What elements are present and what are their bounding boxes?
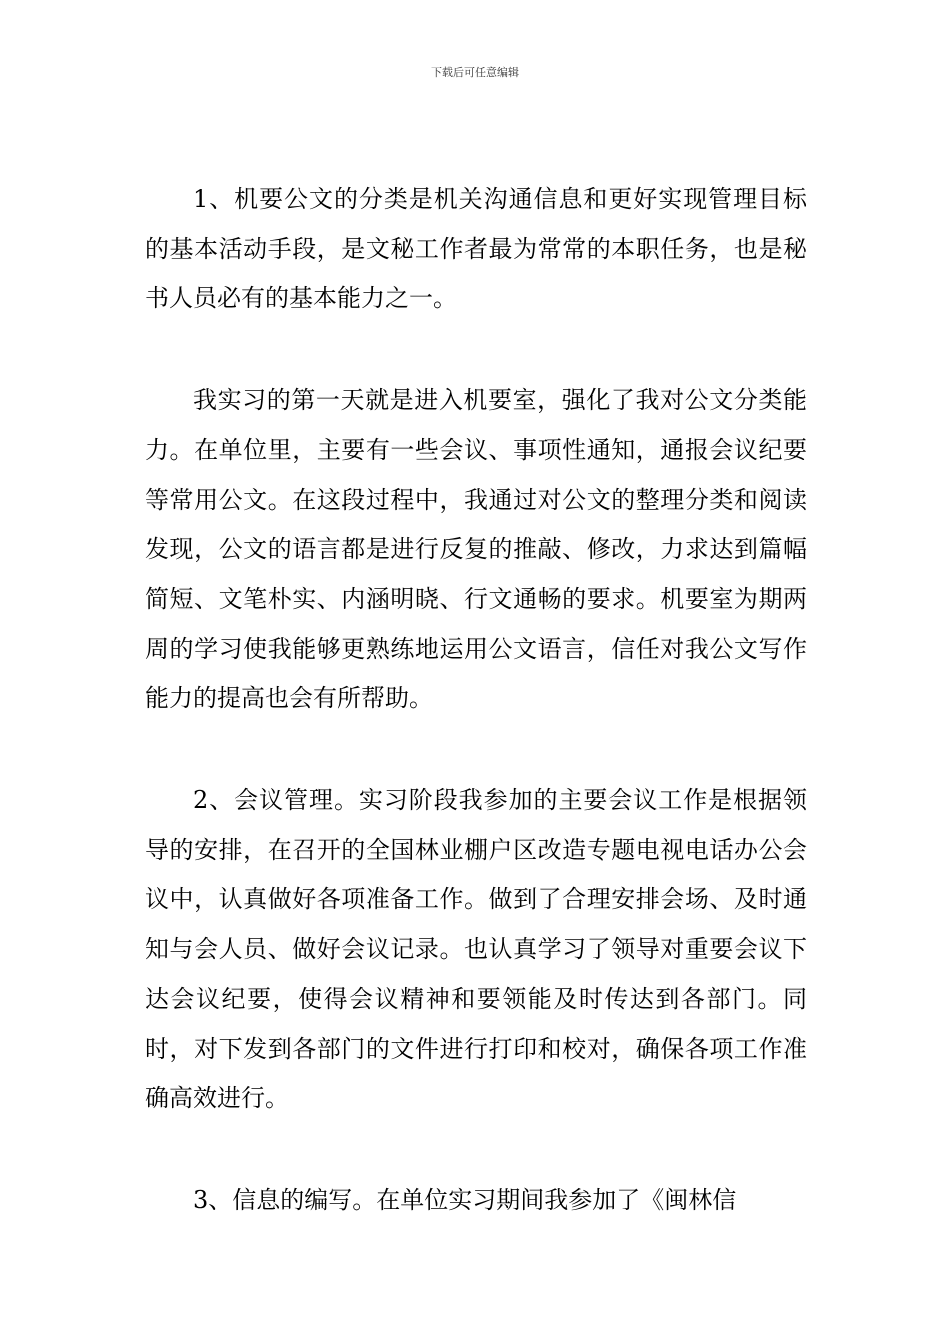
paragraph-confidential-room-internship: 我实习的第一天就是进入机要室，强化了我对公文分类能力。在单位里，主要有一些会议、事项性通知，通报会议纪要等常用公文。在这段过程中，我通过对公文的整理分类和阅读发现，公文的语言都是进行反复的推敲、修改，力求达到篇幅简短、文笔朴实、内涵明晓、行文通畅的要求。机要室为期两周的学习使我能够更熟练地运用公文语言，信任对我公文写作能力的提高也会有所帮助。 <box>145 386 807 713</box>
header-note: 下载后可任意编辑 <box>431 66 519 79</box>
document-body <box>145 175 807 1226</box>
paragraph-document-classification: 1、机要公文的分类是机关沟通信息和更好实现管理目标的基本活动手段，是文秘工作者最为常常的本职任务，也是秘书人员必有的基本能力之一。 <box>145 185 807 313</box>
paragraph-information-writing: 3、信息的编写。在单位实习期间我参加了《闽林信 <box>193 1185 737 1214</box>
paragraph-meeting-management: 2、会议管理。实习阶段我参加的主要会议工作是根据领导的安排，在召开的全国林业棚户区改造专题电视电话办公会议中，认真做好各项准备工作。做到了合理安排会场、及时通知与会人员、做好会议记录。也认真学习了领导对重要会议下达会议纪要，使得会议精神和要领能及时传达到各部门。同时，对下发到各部门的文件进行打印和校对，确保各项工作准确高效进行。 <box>145 786 807 1113</box>
